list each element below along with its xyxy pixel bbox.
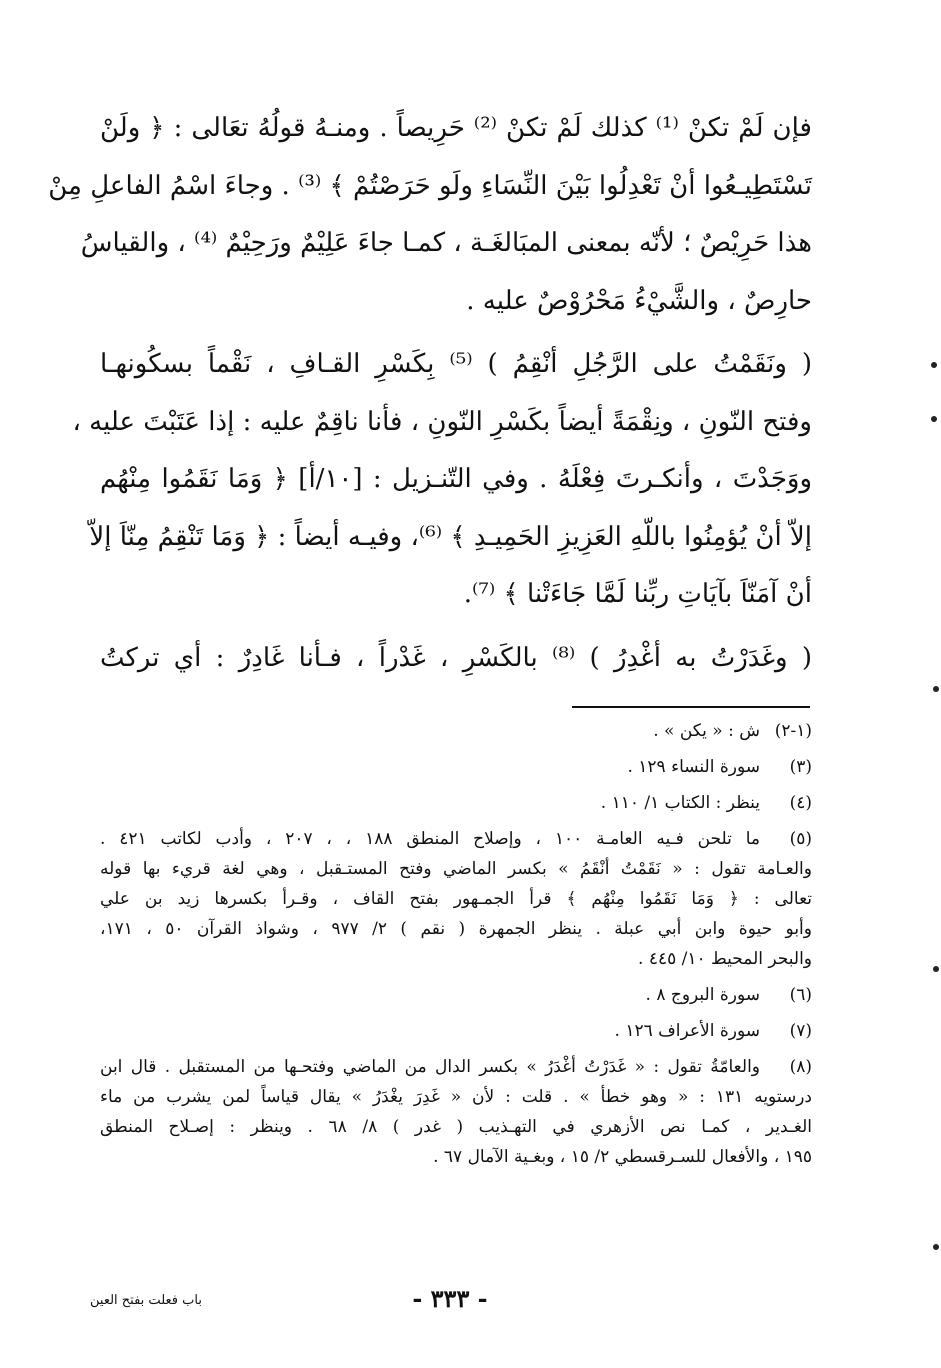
footnote-text: وأبو حيوة وابن أبي عبلة . ينظر الجمهرة ( نقم ) ٢/ ٩٧٧ ، وشواذ القرآن ٥٠ ، ١٧١، [100, 919, 812, 939]
footnote-number: (٣) [789, 757, 812, 777]
scan-mark [931, 416, 937, 422]
footnote-number: (٧) [789, 1021, 812, 1041]
running-title: باب فعلت بفتح العين [90, 1293, 202, 1308]
footnote [100, 716, 812, 746]
footnote [100, 752, 812, 782]
footnote-text: تعالى : ﴿ وَمَا نَقَمُوا مِنْهُم ﴾ قرأ الجمـهور بفتح القاف ، وقـرأ بكسرها زيد بن علي [100, 889, 812, 909]
footnote-number: (١-٢) [774, 721, 812, 741]
scan-mark [933, 966, 939, 972]
scan-mark [931, 362, 937, 368]
footnote-text: الغـدير ، كمـا نص الأزهري في التهـذيب ( غدر ) ٨/ ٦٨ . وينظر : إصـلاح المنطق [100, 1117, 812, 1137]
footnote-number: (٨) [789, 1057, 812, 1077]
footnote [100, 1052, 812, 1172]
footnote-separator [572, 706, 810, 708]
text-line: أنْ آمَنّاَ بآيَاتِ ربِّنا لَمَّا جَاءَتْنا ﴾ ⁽⁷⁾. [463, 579, 812, 609]
main-text [48, 100, 813, 687]
footnote [100, 980, 812, 1010]
text-line: هذا حَرِيْصٌ ؛ لأنّه بمعنى المبَالغَـة ، كمـا جاءَ عَلِيْمٌ ورَحِيْمٌ ⁽⁴⁾ ، والقياسُ [80, 228, 812, 258]
text-line: ( ونَقَمْتُ على الرَّجُلِ أنْقِمُ ) ⁽⁵⁾ بِكَسْرِ القـافِ ، نَقْماً بسكُونهـا [100, 349, 812, 379]
footnote-text: والعـامة تقول : « نَقَمْتُ أنْقَمُ » بكسر الماضي وفتح المستـقبل ، وهي لغة قريء بها قوله [100, 859, 812, 879]
text-line: إلاّ أنْ يُؤمِنُوا باللّهِ العَزِيزِ الحَمِيـدِ ﴾ ⁽⁶⁾، وفيـه أيضاً : ﴿ وَمَا تَنْقِمُ مِنّاَ إلاّ [89, 521, 812, 552]
footnotes [100, 716, 812, 1178]
footnote-number: (٥) [789, 829, 812, 849]
footnote-number: (٦) [789, 985, 812, 1005]
footnote-text: سورة الأعراف ١٢٦ . [614, 1021, 760, 1041]
footnote-text: ينظر : الكتاب ١/ ١١٠ . [600, 793, 760, 813]
scan-mark [933, 686, 939, 692]
footnote-text: درستويه ١٣١ : « وهو خطأ » . قلت : لأن « غَدِرَ يغْدَرُ » يقال قياساً لمن يشرب من ماء [100, 1087, 812, 1107]
text-line: ( وغَدَرْتُ به أغْدِرُ ) ⁽⁸⁾ بالكَسْرِ ، غَدْراً ، فـأنا غَادِرٌ : أي تركتُ [100, 642, 813, 673]
text-line: تَسْتَطِيـعُوا أنْ تَعْدِلُوا بَيْنَ النِّسَاءِ ولَو حَرَصْتُمْ ﴾ ⁽³⁾ . وجاءَ اسْمُ الفاعلِ مِنْ [48, 170, 812, 201]
footnote-text: ١٩٥ ، والأفعال للسـرقسطي ٢/ ١٥ ، وبغـية الآمال ٦٧ . [433, 1147, 812, 1167]
footnote [100, 824, 812, 974]
footnote-text: سورة النساء ١٢٩ . [627, 757, 760, 777]
text-line: ووَجَدْتَ ، وأنكـرتَ فِعْلَهُ . وفي التّنـزيل : [١٠/أ] ﴿ وَمَا نَقَمُوا مِنْهُم [100, 464, 813, 494]
footnote-text: والعامّةُ تقول : « غَدَرْتُ أغْدَرُ » بكسر الدال من الماضي وفتحـها من المستقبل . قال ابن [100, 1057, 760, 1077]
text-line: وفتح النّونِ ، ونِقْمَةً أيضاً بكَسْرِ النّونِ ، فأنا ناقِمٌ عليه : إذا عَتَبْتَ عليه ، [72, 406, 812, 437]
text-line: فإن لَمْ تكنْ ⁽¹⁾ كذلك لَمْ تكنْ ⁽²⁾ حَرِيصاً . ومنـهُ قولُهُ تعَالى : ﴿ ولَنْ [100, 113, 812, 143]
footnote-number: (٤) [789, 793, 812, 813]
footnote-text: ش : « يكن » . [653, 721, 760, 741]
scan-mark [933, 1244, 939, 1250]
text-line: حارِصٌ ، والشَّيْءُ مَحْرُوْصٌ عليه . [466, 285, 812, 316]
footnote [100, 1016, 812, 1046]
footnote-text: سورة البروج ٨ . [645, 985, 760, 1005]
footnote-text: والبحر المحيط ١٠/ ٤٤٥ . [638, 949, 812, 969]
page-number: - ٣٣٣ - [412, 1284, 488, 1313]
footnote [100, 788, 812, 818]
footnote-text: ما تلحن فـيه العامـة ١٠٠ ، وإصلاح المنطق ١٨٨ ، ، ٢٠٧ ، وأدب لكاتب ٤٢١ . [100, 829, 760, 849]
